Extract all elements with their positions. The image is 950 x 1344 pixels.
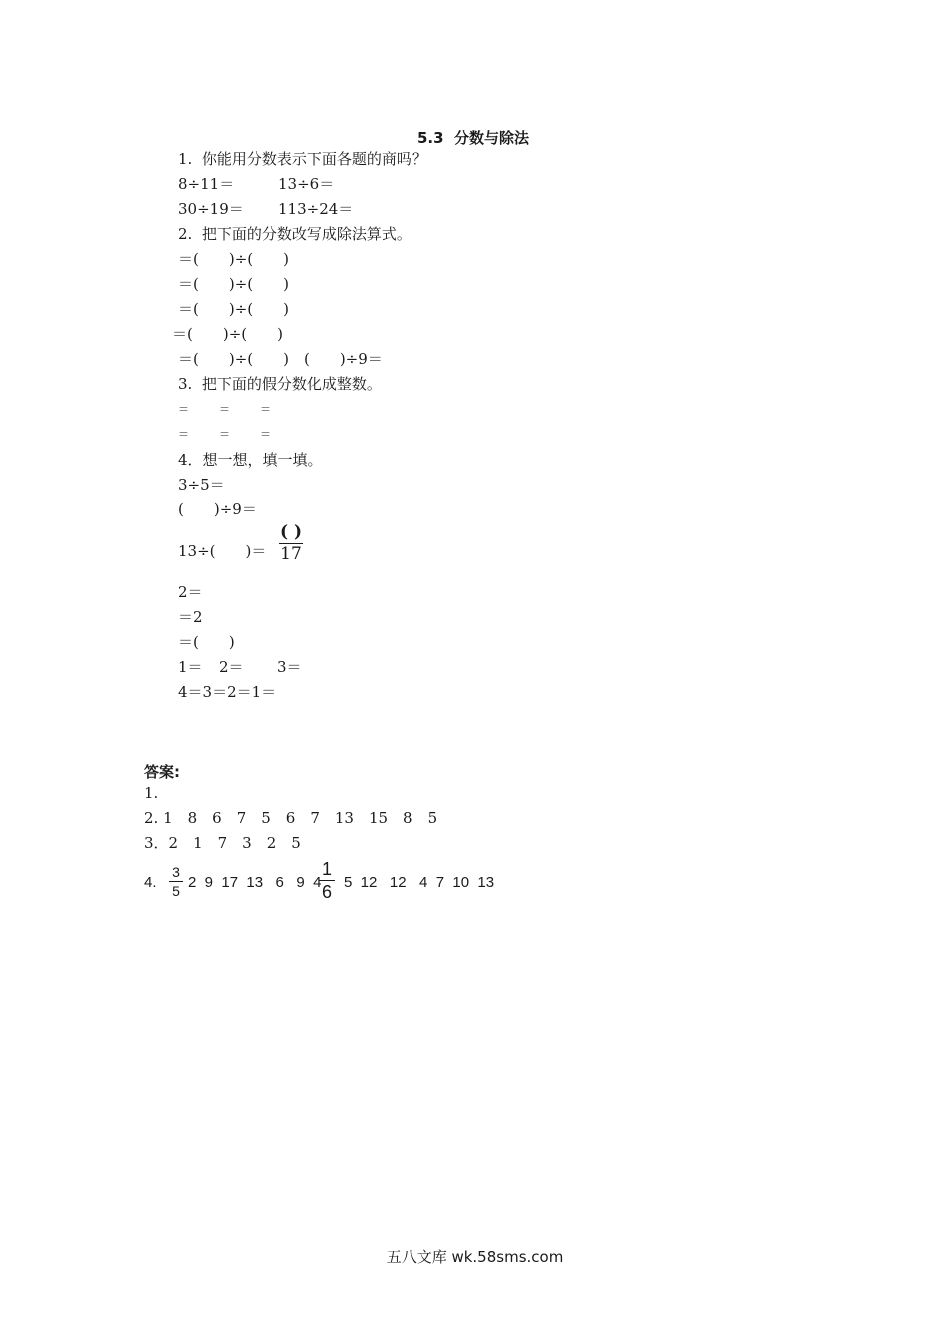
q3-item: ＝ [219, 403, 230, 416]
q1-item: 13÷6＝ [278, 175, 335, 193]
q4-line: 4＝3＝2＝1＝ [178, 683, 277, 701]
fraction-numerator: 1 [321, 859, 332, 879]
fraction-bar [319, 880, 335, 881]
answer-fraction [319, 860, 335, 901]
q2-prompt: 2. 把下面的分数改写成除法算式。 [178, 225, 412, 243]
footer-watermark: 五八文库 wk.58sms.com [386, 1248, 564, 1266]
answer-line: 2. 1 8 6 7 5 6 7 13 15 8 5 [144, 809, 438, 827]
q2-line: ＝( )÷( ) [178, 250, 289, 268]
q2-line: ＝( )÷( ) [172, 325, 283, 343]
fraction-denominator: 5 [172, 883, 180, 899]
page-title: 5.3 分数与除法 [417, 129, 530, 147]
q4-line: 2＝ [178, 583, 203, 601]
q3-prompt: 3. 把下面的假分数化成整数。 [178, 375, 382, 393]
q4-line: 3＝ [277, 658, 302, 676]
answer-label: 4. [144, 874, 157, 891]
answer-line: 5 12 12 4 7 10 13 [344, 874, 495, 891]
fraction-numerator: 3 [172, 864, 180, 880]
q3-item: ＝ [178, 403, 189, 416]
q4-line: ＝2 [178, 608, 203, 626]
answers-heading: 答案: [144, 763, 180, 781]
q4-line: 2＝ [219, 658, 244, 676]
q3-item: ＝ [260, 403, 271, 416]
q3-item: ＝ [260, 428, 271, 441]
fraction-bar [169, 881, 183, 882]
q4-fraction [279, 524, 303, 563]
answer-line: 3．2 1 7 3 2 5 [144, 834, 301, 852]
q4-line: ＝( ) [178, 633, 235, 651]
q1-item: 30÷19＝ [178, 200, 244, 218]
q1-item: 113÷24＝ [278, 200, 354, 218]
q4-line: 13÷( )＝ [178, 542, 267, 560]
q4-line: ( )÷9＝ [178, 500, 257, 518]
answer-line: 1. [144, 784, 159, 802]
q1-item: 8÷11＝ [178, 175, 235, 193]
q4-line: 1＝ [178, 658, 203, 676]
q2-line: ＝( )÷( ) ( )÷9＝ [178, 350, 383, 368]
q1-prompt: 1. 你能用分数表示下面各题的商吗？ [178, 150, 427, 168]
q2-line: ＝( )÷( ) [178, 275, 289, 293]
fraction-denominator: 17 [280, 544, 302, 564]
q4-prompt: 4．想一想，填一填。 [178, 451, 323, 469]
q4-line: 3÷5＝ [178, 476, 225, 494]
q3-item: ＝ [178, 428, 189, 441]
answer-fraction [169, 865, 183, 898]
answer-line: 2 9 17 13 6 9 4 [188, 874, 322, 891]
fraction-numerator: ( ) [279, 522, 302, 542]
fraction-denominator: 6 [321, 882, 332, 902]
q3-item: ＝ [219, 428, 230, 441]
q2-line: ＝( )÷( ) [178, 300, 289, 318]
